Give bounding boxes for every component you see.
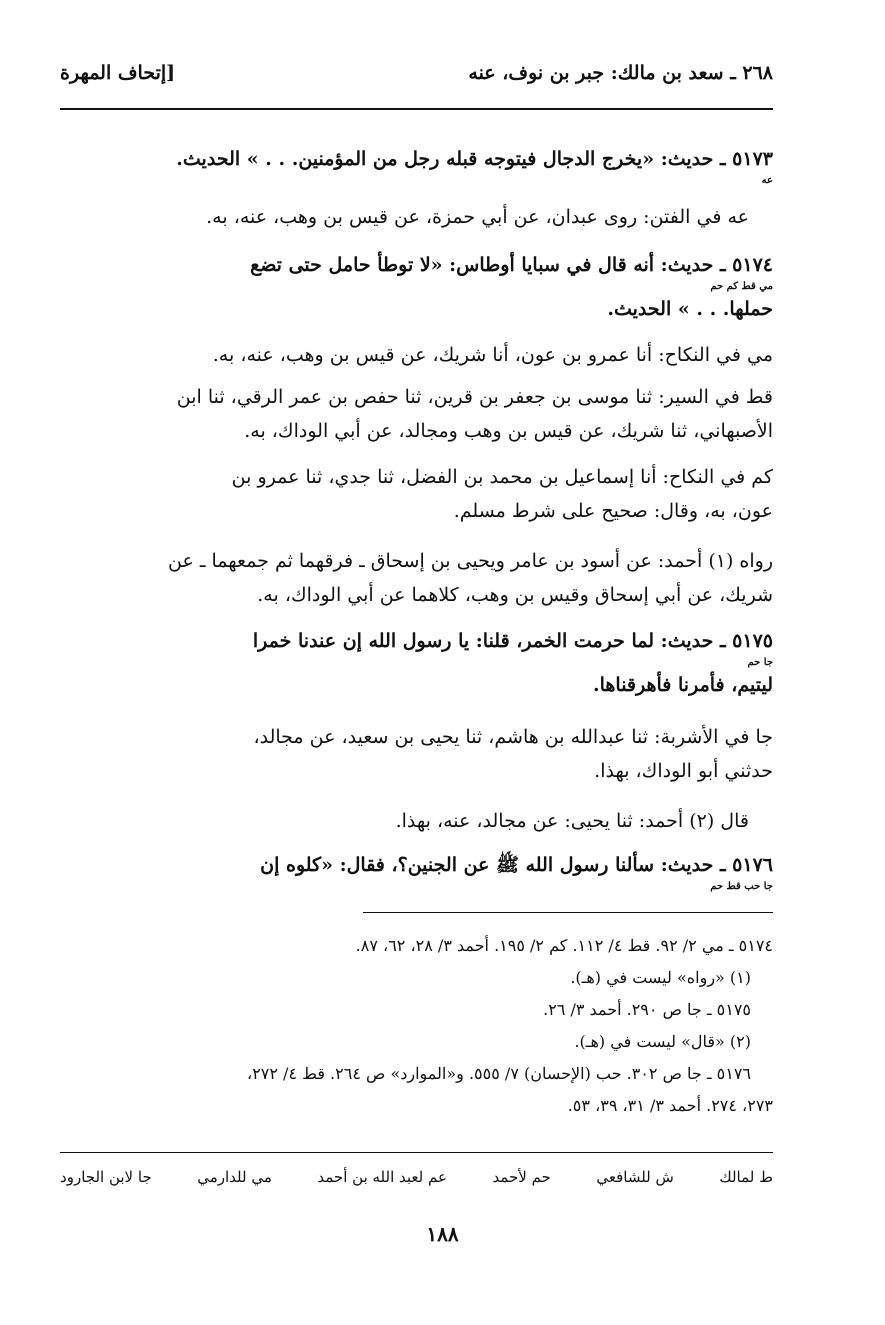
legend-item: ش للشافعي <box>596 1168 674 1186</box>
legend-item: مي للدارمي <box>197 1168 272 1186</box>
footnote-line: (٢) «قال» ليست في (هـ). <box>574 1032 751 1051</box>
narration-line: حدثني أبو الوداك، بهذا. <box>594 760 773 782</box>
hadith-text-line: ٥١٧٤ ـ حديث: أنه قال في سبايا أوطاس: «لا توطأ حامل حتى تضع <box>250 254 773 276</box>
source-codes: مي قط كم حم <box>710 281 773 292</box>
hadith-text-line: ليتيم، فأمرنا فأهرقناها. <box>592 674 773 696</box>
narration-line: قال (٢) أحمد: ثنا يحيى: عن مجالد، عنه، بهذا. <box>395 810 749 832</box>
narration-block <box>55 460 773 528</box>
narration-line: جا في الأشربة: ثنا عبدالله بن هاشم، ثنا يحيى بن سعيد، عن مجالد، <box>253 726 773 748</box>
narration-block <box>55 720 773 788</box>
narration-block <box>55 804 773 838</box>
narration-block <box>55 338 773 372</box>
hadith-text-line: ٥١٧٣ ـ حديث: «يخرج الدجال فيتوجه قبله رجل من المؤمنين. . . » الحديث. <box>176 148 773 170</box>
page-number: ١٨٨ <box>426 1222 459 1246</box>
hadith-entry-5173 <box>55 142 773 186</box>
legend-item: ط لمالك <box>719 1168 773 1186</box>
hadith-entry-5174 <box>55 248 773 326</box>
legend-item: حم لأحمد <box>492 1168 551 1186</box>
narration-block <box>55 380 773 448</box>
narration-block <box>55 544 773 612</box>
footnote-rule <box>363 912 773 913</box>
header-rule <box>60 108 773 110</box>
legend-item: عم لعبد الله بن أحمد <box>317 1168 447 1186</box>
footnote-line: ٥١٧٥ ـ جا ص ٢٩٠. أحمد ٣/ ٢٦. <box>543 1000 751 1019</box>
hadith-text-line: ٥١٧٥ ـ حديث: لما حرمت الخمر، قلنا: يا رسول الله إن عندنا خمرا <box>252 630 773 652</box>
hadith-text-line: حملها. . . » الحديث. <box>607 298 773 320</box>
footnote-line: ٢٧٣، ٢٧٤. أحمد ٣/ ٣١، ٣٩، ٥٣. <box>567 1096 773 1115</box>
footnote-line: ٥١٧٤ ـ مي ٢/ ٩٢. قط ٤/ ١١٢. كم ٢/ ١٩٥. أحمد ٣/ ٢٨، ٦٢، ٨٧. <box>355 936 773 955</box>
source-codes: جا حم <box>747 657 773 668</box>
narration-line: عون، به، وقال: صحيح على شرط مسلم. <box>453 500 773 522</box>
footnotes <box>90 930 773 1122</box>
source-codes: جا حب قط حم <box>710 881 773 892</box>
narration-line: قط في السير: ثنا موسى بن جعفر بن قرين، ثنا حفص بن عمر الرقي، ثنا ابن <box>176 386 773 408</box>
hadith-entry-5175 <box>55 624 773 702</box>
legend-rule <box>60 1152 773 1153</box>
narration-line: رواه (١) أحمد: عن أسود بن عامر ويحيى بن إسحاق ـ فرقهما ثم جمعهما ـ عن <box>168 550 773 572</box>
header-title: ٢٦٨ ـ سعد بن مالك: جبر بن نوف، عنه <box>468 62 773 84</box>
narration-line: الأصبهاني، ثنا شريك، عن قيس بن وهب ومجالد، عن أبي الوداك، به. <box>244 420 773 442</box>
narration-line: مي في النكاح: أنا عمرو بن عون، أنا شريك، عن قيس بن وهب، عنه، به. <box>212 344 773 366</box>
footnote-line: ٥١٧٦ ـ جا ص ٣٠٢. حب (الإحسان) ٧/ ٥٥٥. و«الموارد» ص ٢٦٤. قط ٤/ ٢٧٢، <box>247 1064 751 1083</box>
narration-line: كم في النكاح: أنا إسماعيل بن محمد بن الفضل، ثنا جدي، ثنا عمرو بن <box>231 466 773 488</box>
hadith-text-line: ٥١٧٦ ـ حديث: سألنا رسول الله ﷺ عن الجنين؟، فقال: «كلوه إن <box>260 854 773 876</box>
legend-item: جا لابن الجارود <box>60 1168 152 1186</box>
running-header <box>60 62 773 92</box>
footnote-line: (١) «رواه» ليست في (هـ). <box>570 968 751 987</box>
abbreviation-legend <box>60 1168 773 1186</box>
narration-block <box>55 200 773 234</box>
narration-line: عه في الفتن: روى عبدان، عن أبي حمزة، عن قيس بن وهب، عنه، به. <box>206 206 749 228</box>
narration-line: شريك، عن أبي إسحاق وقيس بن وهب، كلاهما عن أبي الوداك، به. <box>257 584 773 606</box>
header-book-title: [إتحاف المهرة <box>60 62 176 84</box>
hadith-entry-5176 <box>55 848 773 892</box>
source-codes: عه <box>761 175 773 186</box>
